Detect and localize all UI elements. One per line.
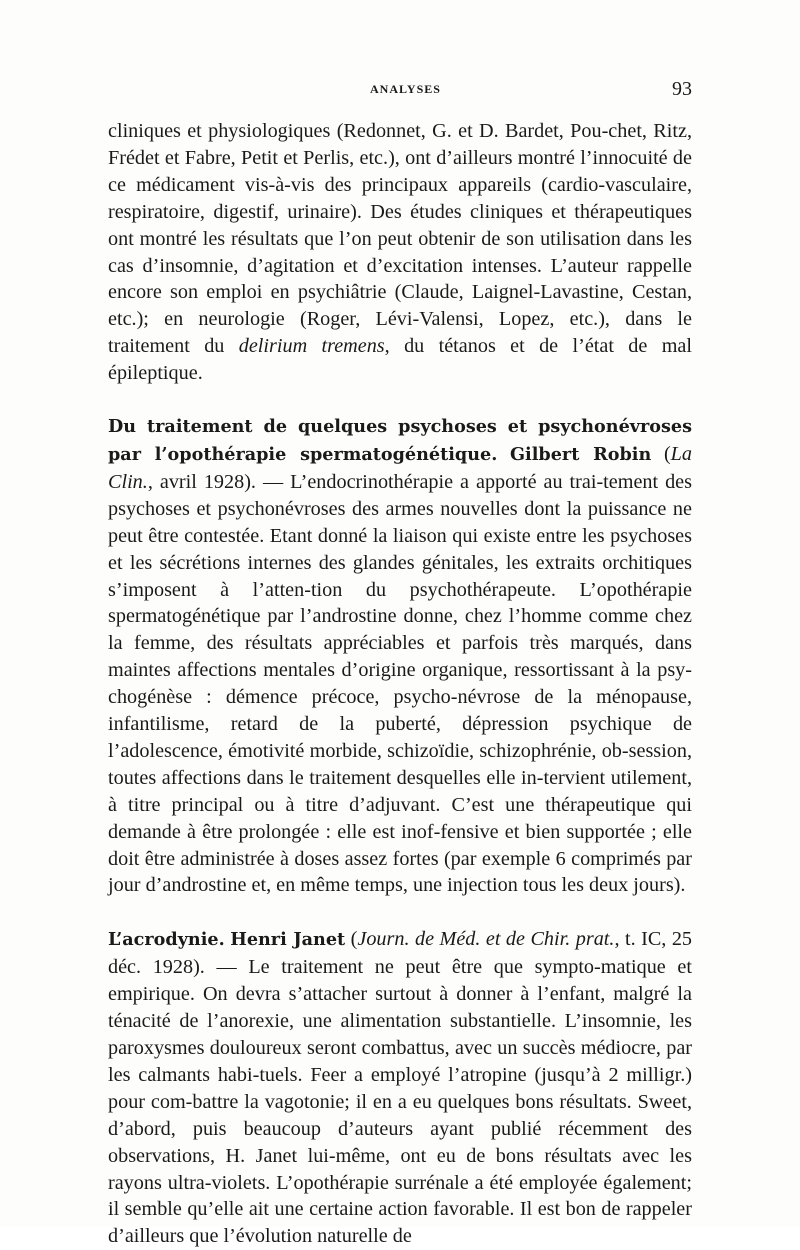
review-robin-open: ( [651,442,671,465]
review-janet-author: Henri Janet [230,929,346,951]
para1-italic: delirium tremens [238,335,385,358]
review-robin-text: L’endocrinothérapie a apporté au trai-tement des psychoses et psychonévroses des armes nouvelles dont la puissance ne peut être contestée. Etant donné la liaison qui existe entre les psychoses et les sécrétions internes des glandes génitales, les extraits orchitiques s’imposent à l’atten-tion du psychothérapeute. L’opothérapie spermatogénétique par l’androstine donne, chez l’homme comme chez la femme, des résultats appréciables et parfois très marqués, dans maintes affections mentales d’origine organique, ressortissant à la psy-chogénèse : démence précoce, psycho-névrose de la ménopause, infantilisme, retard de la puberté, dépression psychique de l’adolescence, émotivité morbide, schizoïdie, schizophrénie, ob-session, toutes affections dans le traitement desquelles elle in-tervient utilement, à titre principal ou à titre d’adjuvant. C’est une thérapeutique qui demande à être prolongée : elle est inof-fensive et bien supportée ; elle doit être administrée à doses assez fortes (par exemple 6 comprimés par jour d’androstine et, en même temps, une injection tous les deux jours). [108,470,692,897]
review-robin-title: Du traitement de quelques psychoses et psychonévroses par l’opothérapie spermatogénétique. [108,416,692,465]
running-head [108,78,692,102]
review-janet-text: Le traitement ne peut être que sympto-matique et empirique. On devra s’attacher surtout à donner à l’enfant, malgré la ténacité de l’anorexie, une alimentation substantielle. L’insomnie, les paroxysmes douloureux seront combattus, avec un succès médiocre, par les calmants habi-tuels. Feer a employé l’atropine (jusqu’à 2 milligr.) pour com-battre la vagotonie; il en a eu quelques bons résultats. Sweet, d’abord, puis beaucoup d’auteurs ayant publié récemment des observations, H. Janet lui-même, ont eu de bons résultats avec les rayons ultra-violets. L’opothérapie surrénale a été employée également; il semble qu’elle ait une certaine action favorable. Il est bon de rappeler d’ailleurs que l’évolution naturelle de [108,956,692,1248]
review-robin-citation: , avril 1928). — [147,470,291,493]
para1-text-a: cliniques et physiologiques (Redonnet, G. et D. Bardet, Pou-chet, Ritz, Frédet et Fabre, Petit et Perlis, etc.), ont d’ailleurs montré l’innocuité de ce médicament vis-à-vis des principaux appareils (cardio-vasculaire, respiratoire, digestif, urinaire). Des études cliniques et thérapeutiques ont montré les résultats que l’on peut obtenir de son utilisation dans les cas d’insomnie, d’agitation et d’excitation intenses. L’auteur rappelle encore son emploi en psychiâtrie (Claude, Laignel-Lavastine, Cestan, etc.); en neurologie (Roger, Lévi-Valensi, Lopez, etc.), dans le traitement du [108,120,692,358]
review-janet [108,926,692,1250]
para1-text-b: , du tétanos et de l’état de mal épileptique. [108,335,692,385]
review-robin-author: Gilbert Robin [510,443,652,465]
review-janet-open: ( [345,928,358,951]
review-robin-journal: La Clin. [108,442,692,493]
review-janet-title: L’acrodynie. [108,929,225,951]
review-robin [108,413,692,899]
review-janet-journal: Journ. de Méd. et de Chir. prat. [357,928,615,951]
body-text [108,118,692,1250]
page-number: 93 [672,78,692,100]
running-title: ANALYSES [370,82,441,96]
review-janet-citation: , t. IC, 25 déc. 1928). — [108,928,693,979]
paragraph-continuation [108,118,692,387]
